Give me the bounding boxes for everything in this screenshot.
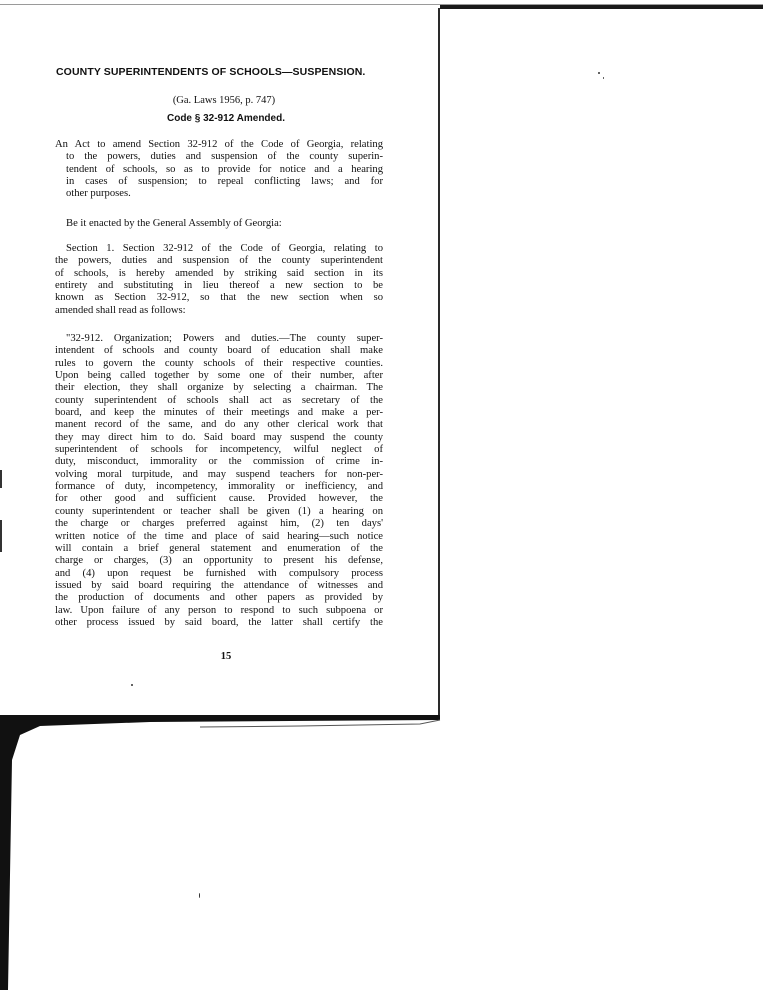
section1-line: Section 1. Section 32-912 of the Code of Georgia, relating to	[66, 243, 383, 254]
quoted-line: charge or charges, (3) an opportunity to present his defense,	[55, 555, 383, 567]
code-reference: Code § 32-912 Amended.	[166, 113, 285, 124]
quoted-line: intendent of schools and county board of education shall make	[55, 345, 383, 357]
section1-line: known as Section 32-912, so that the new section when so	[55, 292, 383, 304]
intro-line: in cases of suspension; to repeal conflicting laws; and for	[66, 176, 383, 188]
quoted-line: the production of documents and other papers as provided by	[55, 592, 383, 604]
quoted-line: rules to govern the county schools of their respective counties.	[55, 357, 383, 369]
quoted-line: will contain a brief general statement and enumeration of the	[55, 542, 383, 554]
intro-line: other purposes.	[66, 188, 131, 200]
quoted-line: formance of duty, incompetency, immorality or inefficiency, and	[55, 481, 383, 493]
section1-line: the powers, duties and suspension of the county superintendent	[55, 255, 383, 267]
section1-line: amended shall read as follows:	[55, 304, 186, 316]
quoted-line: law. Upon failure of any person to respond to such subpoena or	[55, 604, 383, 616]
quoted-section-32-912	[55, 333, 383, 629]
intro-line: An Act to amend Section 32-912 of the Code of Georgia, relating	[55, 139, 383, 150]
quoted-line: duty, misconduct, immorality or the commission of crime in-	[55, 456, 383, 468]
page-number: 15	[220, 651, 232, 662]
scan-speck	[131, 684, 133, 686]
document-title: COUNTY SUPERINTENDENTS OF SCHOOLS—SUSPENSION.	[56, 66, 366, 78]
section-1	[55, 243, 383, 317]
quoted-line: and (4) upon request be furnished with compulsory process	[55, 567, 383, 579]
quoted-line: their election, they shall organize by selecting a chairman. The	[55, 382, 383, 394]
quoted-line: "32-912. Organization; Powers and duties.—The county super-	[66, 333, 383, 344]
quoted-line: for other good and sufficient cause. Provided however, the	[55, 493, 383, 505]
quoted-line: manent record of the same, and do any other clerical work that	[55, 419, 383, 431]
quoted-line: written notice of the time and place of said hearing—such notice	[55, 530, 383, 542]
quoted-line: county superintendent of schools shall act as secretary of the	[55, 394, 383, 406]
enacting-clause-text: Be it enacted by the General Assembly of Georgia:	[66, 218, 282, 229]
quoted-line: superintendent of schools for incompetency, wilful neglect of	[55, 444, 383, 456]
quoted-line: county superintendent or teacher shall be given (1) a hearing on	[55, 505, 383, 517]
quoted-line: Upon being called together by some one of their number, after	[55, 370, 383, 382]
act-intro	[55, 139, 383, 201]
section1-line: of schools, is hereby amended by striking said section in its	[55, 267, 383, 279]
document-page	[0, 0, 440, 720]
quoted-line: board, and keep the minutes of their meetings and make a per-	[55, 407, 383, 419]
quoted-line: the charge or charges preferred against him, (2) ten days'	[55, 518, 383, 530]
quoted-line: issued by said board requiring the attendance of witnesses and	[55, 579, 383, 591]
enacting-clause	[55, 218, 383, 230]
scan-speck	[199, 893, 200, 898]
section1-line: entirety and substituting in lieu thereof a new section to be	[55, 280, 383, 292]
quoted-line: volving moral turpitude, and may suspend teachers for non-per-	[55, 468, 383, 480]
quoted-line: they may direct him to do. Said board may suspend the county	[55, 431, 383, 443]
quoted-line: other process issued by said board, the latter shall certify the	[55, 616, 383, 628]
scan-speck	[598, 72, 600, 74]
page-bottom-shadow	[0, 715, 440, 990]
intro-line: tendent of schools, so as to provide for notice and a hearing	[66, 163, 383, 175]
law-citation: (Ga. Laws 1956, p. 747)	[172, 95, 276, 106]
intro-line: to the powers, duties and suspension of the county superin-	[66, 151, 383, 163]
scan-speck	[603, 77, 604, 79]
